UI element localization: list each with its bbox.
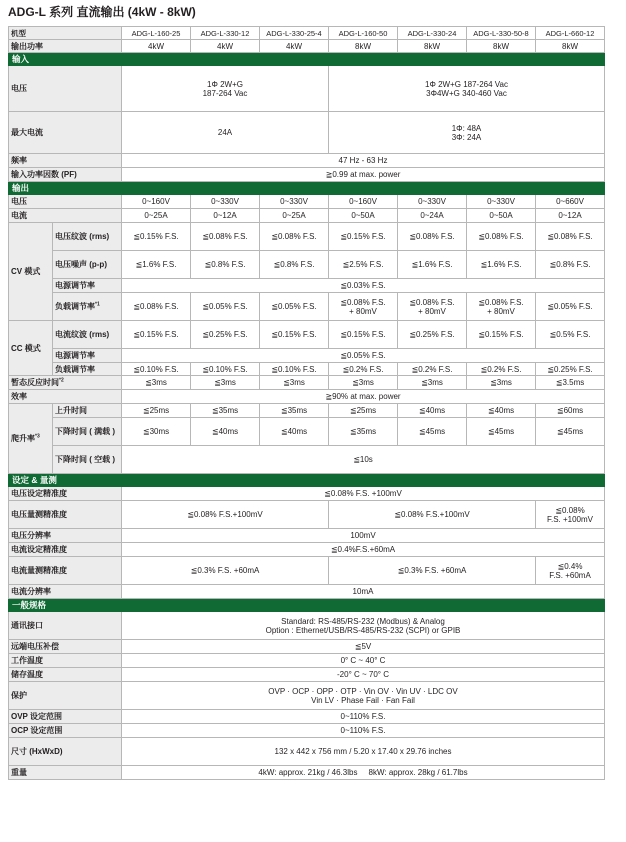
load-reg-label: [53, 293, 122, 321]
rise-cell: ≦25ms: [329, 404, 398, 418]
table-row: [9, 654, 605, 668]
pf-value: ≧0.99 at max. power: [122, 168, 605, 182]
protection-label: 保护: [9, 682, 122, 710]
rise-cell: ≦35ms: [191, 404, 260, 418]
op-temp-value: 0° C ~ 40° C: [122, 654, 605, 668]
table-row: [9, 543, 605, 557]
v-meas-660-line1: ≦0.08%: [555, 505, 585, 515]
note-marker: *3: [35, 433, 40, 440]
efficiency-label: 效率: [9, 390, 122, 404]
table-row: [9, 501, 605, 529]
load-reg-line1: ≦0.08% F.S.: [340, 297, 386, 307]
model-label: 机型: [9, 27, 122, 40]
rise-cell: ≦40ms: [467, 404, 536, 418]
table-row: [9, 404, 605, 418]
model-col-3: ADG-L-330-25-4: [260, 27, 329, 40]
load-reg-cc-cell: ≦0.2% F.S.: [329, 363, 398, 376]
table-row: [9, 321, 605, 349]
table-row: [9, 168, 605, 182]
model-col-5: ADG-L-330-24: [398, 27, 467, 40]
load-reg-cell: ≦0.05% F.S.: [536, 293, 605, 321]
table-row: [9, 195, 605, 209]
line-reg-value: ≦0.03% F.S.: [122, 279, 605, 293]
model-col-7: ADG-L-660-12: [536, 27, 605, 40]
fall-full-cell: ≦30ms: [122, 418, 191, 446]
out-current-label: 电流: [9, 209, 122, 223]
ripple-i-cell: ≦0.25% F.S.: [398, 321, 467, 349]
table-row: [9, 251, 605, 279]
rise-cell: ≦40ms: [398, 404, 467, 418]
v-meas-660: [536, 501, 605, 529]
table-row: [9, 293, 605, 321]
load-reg-cell: [467, 293, 536, 321]
ripple-i-cell: ≦0.15% F.S.: [467, 321, 536, 349]
out-current-cell: 0~25A: [260, 209, 329, 223]
ripple-i-cell: ≦0.25% F.S.: [191, 321, 260, 349]
ocp-label: OCP 设定范围: [9, 724, 122, 738]
table-row: [9, 279, 605, 293]
pf-label: 输入功率因数 (PF): [9, 168, 122, 182]
load-reg-line2: + 80mV: [349, 306, 377, 316]
fall-none-value: ≦10s: [122, 446, 605, 474]
table-row: [9, 529, 605, 543]
table-row: [9, 585, 605, 599]
out-current-cell: 0~12A: [536, 209, 605, 223]
transient-cell: ≦3.5ms: [536, 376, 605, 390]
in-voltage-8k: [329, 66, 605, 112]
fall-full-cell: ≦35ms: [329, 418, 398, 446]
power-cell: 4kW: [260, 40, 329, 53]
rise-group-label: [9, 404, 53, 474]
load-reg-cell: ≦0.05% F.S.: [260, 293, 329, 321]
i-meas-4k: ≦0.3% F.S. +60mA: [122, 557, 329, 585]
ripple-i-cell: ≦0.5% F.S.: [536, 321, 605, 349]
cc-mode-label: CC 模式: [9, 321, 53, 376]
cv-mode-label: CV 模式: [9, 223, 53, 321]
v-meas-4k: ≦0.08% F.S.+100mV: [122, 501, 329, 529]
ripple-v-label: 电压纹波 (rms): [53, 223, 122, 251]
comm-line2: Option : Ethernet/USB/RS-485/RS-232 (SCPI) or GPIB: [265, 625, 461, 635]
rise-cell: ≦25ms: [122, 404, 191, 418]
noise-v-cell: ≦2.5% F.S.: [329, 251, 398, 279]
ripple-i-cell: ≦0.15% F.S.: [260, 321, 329, 349]
i-res-value: 10mA: [122, 585, 605, 599]
table-row: [9, 112, 605, 154]
fall-none-label: 下降时间 ( 空载 ): [53, 446, 122, 474]
max-current-4k: 24A: [122, 112, 329, 154]
transient-text: 暂态反应时间: [11, 378, 59, 387]
ripple-v-cell: ≦0.15% F.S.: [329, 223, 398, 251]
noise-v-cell: ≦1.6% F.S.: [122, 251, 191, 279]
line-reg-cc-value: ≦0.05% F.S.: [122, 349, 605, 363]
v-res-value: 100mV: [122, 529, 605, 543]
ovp-value: 0~110% F.S.: [122, 710, 605, 724]
power-label: 输出功率: [9, 40, 122, 53]
load-reg-cc-cell: ≦0.2% F.S.: [398, 363, 467, 376]
max-current-label: 最大电流: [9, 112, 122, 154]
in-voltage-8k-line2: 3Φ4W+G 340-460 Vac: [426, 88, 507, 98]
power-cell: 4kW: [122, 40, 191, 53]
max-current-8k-line2: 3Φ: 24A: [451, 132, 482, 142]
table-row: [9, 27, 605, 40]
out-voltage-cell: 0~330V: [398, 195, 467, 209]
ripple-i-cell: ≦0.15% F.S.: [329, 321, 398, 349]
out-voltage-cell: 0~660V: [536, 195, 605, 209]
model-col-1: ADG-L-160-25: [122, 27, 191, 40]
i-meas-660: [536, 557, 605, 585]
v-meas-acc-label: 电压量测精准度: [9, 501, 122, 529]
ripple-i-cell: ≦0.15% F.S.: [122, 321, 191, 349]
table-row: [9, 363, 605, 376]
i-meas-660-line2: F.S. +60mA: [549, 570, 591, 580]
comm-line1: Standard: RS-485/RS-232 (Modbus) & Analog: [281, 616, 445, 626]
frequency-label: 频率: [9, 154, 122, 168]
transient-cell: ≦3ms: [329, 376, 398, 390]
table-row: [9, 724, 605, 738]
table-row: [9, 612, 605, 640]
fall-full-cell: ≦45ms: [467, 418, 536, 446]
v-set-acc-value: ≦0.08% F.S. +100mV: [122, 487, 605, 501]
page-title: ADG-L 系列 直流输出 (4kW - 8kW): [8, 5, 196, 19]
out-voltage-cell: 0~160V: [122, 195, 191, 209]
noise-v-cell: ≦1.6% F.S.: [467, 251, 536, 279]
fall-full-cell: ≦40ms: [191, 418, 260, 446]
table-row: [9, 349, 605, 363]
table-row: [9, 766, 605, 780]
model-col-4: ADG-L-160-50: [329, 27, 398, 40]
max-current-8k: [329, 112, 605, 154]
table-row: [9, 66, 605, 112]
section-header-setting: [9, 474, 605, 487]
table-row: [9, 418, 605, 446]
transient-cell: ≦3ms: [467, 376, 536, 390]
in-voltage-4k-line2: 187-264 Vac: [202, 88, 248, 98]
load-reg-cell: [329, 293, 398, 321]
out-voltage-cell: 0~160V: [329, 195, 398, 209]
table-row: [9, 557, 605, 585]
section-header-output: [9, 182, 605, 195]
v-res-label: 电压分辨率: [9, 529, 122, 543]
load-reg-line2: + 80mV: [487, 306, 515, 316]
i-res-label: 电流分辨率: [9, 585, 122, 599]
power-cell: 8kW: [329, 40, 398, 53]
load-reg-cc-cell: ≦0.2% F.S.: [467, 363, 536, 376]
out-voltage-cell: 0~330V: [191, 195, 260, 209]
comm-label: 通讯接口: [9, 612, 122, 640]
load-reg-cc-cell: ≦0.10% F.S.: [191, 363, 260, 376]
max-current-8k-line1: 1Φ: 48A: [451, 123, 482, 133]
out-voltage-cell: 0~330V: [260, 195, 329, 209]
table-row: [9, 209, 605, 223]
in-voltage-8k-line1: 1Φ 2W+G 187-264 Vac: [425, 79, 508, 89]
fall-full-cell: ≦40ms: [260, 418, 329, 446]
transient-cell: ≦3ms: [191, 376, 260, 390]
v-set-acc-label: 电压设定精准度: [9, 487, 122, 501]
load-reg-cc-cell: ≦0.10% F.S.: [122, 363, 191, 376]
fall-full-cell: ≦45ms: [398, 418, 467, 446]
rise-cell: ≦35ms: [260, 404, 329, 418]
load-reg-cc-cell: ≦0.25% F.S.: [536, 363, 605, 376]
load-reg-cell: ≦0.05% F.S.: [191, 293, 260, 321]
v-meas-8k: ≦0.08% F.S.+100mV: [329, 501, 536, 529]
section-title: 输入: [9, 53, 605, 66]
remote-sense-value: ≦5V: [122, 640, 605, 654]
load-reg-line1: ≦0.08% F.S.: [409, 297, 455, 307]
table-row: [9, 390, 605, 404]
noise-v-cell: ≦0.8% F.S.: [191, 251, 260, 279]
table-row: [9, 154, 605, 168]
power-cell: 4kW: [191, 40, 260, 53]
power-cell: 8kW: [467, 40, 536, 53]
noise-v-cell: ≦0.8% F.S.: [260, 251, 329, 279]
load-reg-line2: + 80mV: [418, 306, 446, 316]
out-current-cell: 0~50A: [329, 209, 398, 223]
rise-group-text: 爬升率: [11, 434, 35, 443]
i-meas-acc-label: 电流量测精准度: [9, 557, 122, 585]
i-meas-8k: ≦0.3% F.S. +60mA: [329, 557, 536, 585]
model-col-2: ADG-L-330-12: [191, 27, 260, 40]
section-header-input: [9, 53, 605, 66]
protection-line2: Vin LV · Phase Fail · Fan Fail: [311, 695, 415, 705]
line-reg-cc-label: 电源调节率: [53, 349, 122, 363]
ripple-v-cell: ≦0.08% F.S.: [260, 223, 329, 251]
i-set-acc-label: 电流设定精准度: [9, 543, 122, 557]
transient-cell: ≦3ms: [122, 376, 191, 390]
dimension-label: 尺寸 (HxWxD): [9, 738, 122, 766]
ripple-i-label: 电流纹波 (rms): [53, 321, 122, 349]
table-row: [9, 223, 605, 251]
noise-v-cell: ≦0.8% F.S.: [536, 251, 605, 279]
weight-value: 4kW: approx. 21kg / 46.3lbs 8kW: approx. 28kg / 61.7lbs: [122, 766, 605, 780]
section-title: 设定 & 量测: [9, 474, 605, 487]
out-current-cell: 0~24A: [398, 209, 467, 223]
ripple-v-cell: ≦0.08% F.S.: [191, 223, 260, 251]
table-row: [9, 40, 605, 53]
fall-full-label: 下降时间 ( 满载 ): [53, 418, 122, 446]
ripple-v-cell: ≦0.08% F.S.: [398, 223, 467, 251]
table-row: [9, 446, 605, 474]
note-marker: *2: [59, 377, 64, 384]
ovp-label: OVP 设定范围: [9, 710, 122, 724]
noise-v-label: 电压噪声 (p-p): [53, 251, 122, 279]
section-title: 输出: [9, 182, 605, 195]
table-row: [9, 640, 605, 654]
spec-table: [8, 26, 605, 780]
in-voltage-4k-line1: 1Φ 2W+G: [207, 79, 243, 89]
out-voltage-cell: 0~330V: [467, 195, 536, 209]
op-temp-label: 工作温度: [9, 654, 122, 668]
efficiency-value: ≧90% at max. power: [122, 390, 605, 404]
in-voltage-label: 电压: [9, 66, 122, 112]
table-row: [9, 710, 605, 724]
protection-value: [122, 682, 605, 710]
note-marker: *1: [95, 301, 100, 308]
dimension-value: 132 x 442 x 756 mm / 5.20 x 17.40 x 29.76 inches: [122, 738, 605, 766]
ripple-v-cell: ≦0.08% F.S.: [467, 223, 536, 251]
load-reg-cell: [398, 293, 467, 321]
line-reg-label: 电源调节率: [53, 279, 122, 293]
ripple-v-cell: ≦0.08% F.S.: [536, 223, 605, 251]
power-cell: 8kW: [398, 40, 467, 53]
load-reg-text: 负载调节率: [55, 302, 95, 311]
load-reg-cell: ≦0.08% F.S.: [122, 293, 191, 321]
i-meas-660-line1: ≦0.4%: [557, 561, 583, 571]
v-meas-660-line2: F.S. +100mV: [546, 514, 594, 524]
out-current-cell: 0~25A: [122, 209, 191, 223]
table-row: [9, 738, 605, 766]
model-col-6: ADG-L-330-50-8: [467, 27, 536, 40]
ocp-value: 0~110% F.S.: [122, 724, 605, 738]
transient-label: [9, 376, 122, 390]
load-reg-cc-cell: ≦0.10% F.S.: [260, 363, 329, 376]
weight-label: 重量: [9, 766, 122, 780]
fall-full-cell: ≦45ms: [536, 418, 605, 446]
comm-value: [122, 612, 605, 640]
transient-cell: ≦3ms: [398, 376, 467, 390]
table-row: [9, 682, 605, 710]
st-temp-label: 储存温度: [9, 668, 122, 682]
i-set-acc-value: ≦0.4%F.S.+60mA: [122, 543, 605, 557]
table-row: [9, 668, 605, 682]
st-temp-value: -20° C ~ 70° C: [122, 668, 605, 682]
noise-v-cell: ≦1.6% F.S.: [398, 251, 467, 279]
in-voltage-4k: [122, 66, 329, 112]
remote-sense-label: 远端电压补偿: [9, 640, 122, 654]
ripple-v-cell: ≦0.15% F.S.: [122, 223, 191, 251]
section-header-general: [9, 599, 605, 612]
table-row: [9, 487, 605, 501]
frequency-value: 47 Hz - 63 Hz: [122, 154, 605, 168]
out-voltage-label: 电压: [9, 195, 122, 209]
rise-cell: ≦60ms: [536, 404, 605, 418]
out-current-cell: 0~12A: [191, 209, 260, 223]
load-reg-line1: ≦0.08% F.S.: [478, 297, 524, 307]
load-reg-cc-label: 负载调节率: [53, 363, 122, 376]
out-current-cell: 0~50A: [467, 209, 536, 223]
section-title: 一般规格: [9, 599, 605, 612]
table-row: [9, 376, 605, 390]
protection-line1: OVP · OCP · OPP · OTP · Vin OV · Vin UV · LDC OV: [268, 686, 458, 696]
rise-label: 上升时间: [53, 404, 122, 418]
power-cell: 8kW: [536, 40, 605, 53]
transient-cell: ≦3ms: [260, 376, 329, 390]
